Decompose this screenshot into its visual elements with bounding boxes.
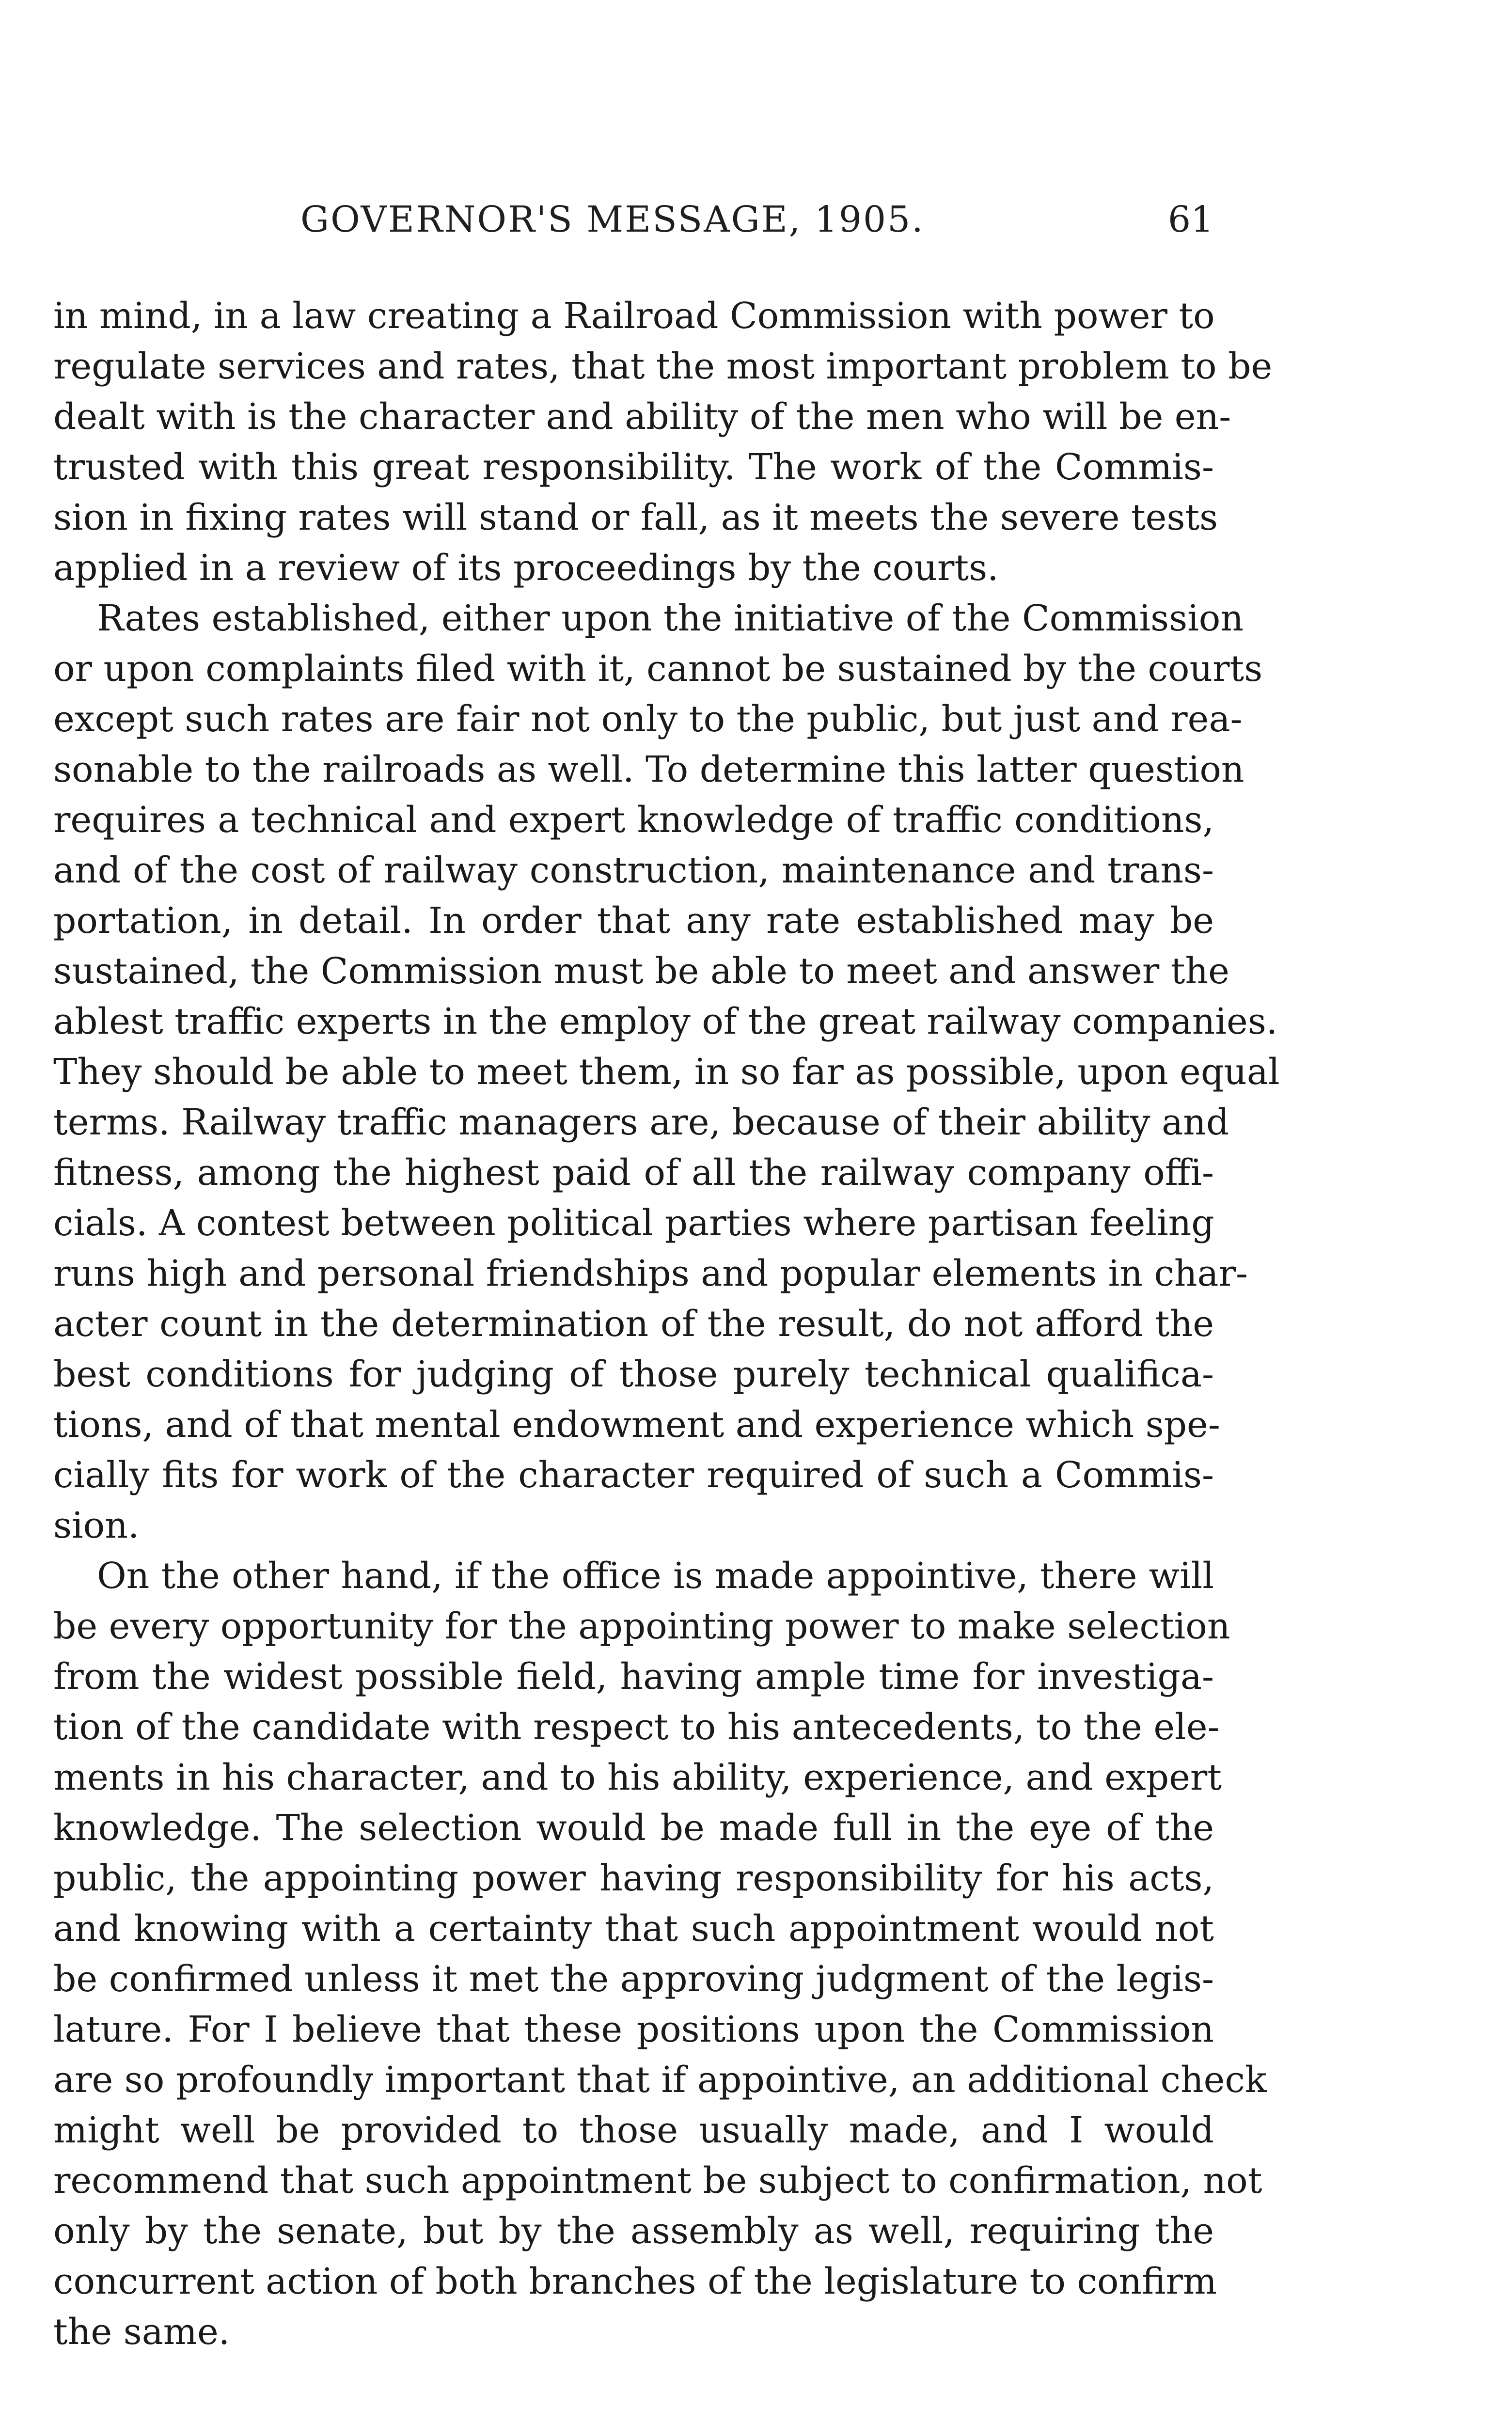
text-line: sion. <box>53 1505 140 1546</box>
text-line: cials. A contest between political parties where partisan feeling <box>53 1202 1214 1244</box>
text-line: except such rates are fair not only to the public, but just and rea- <box>53 698 1243 740</box>
text-line: and knowing with a certainty that such appointment would not <box>53 1908 1214 1950</box>
text-line: lature. For I believe that these positions upon the Commission <box>53 2009 1214 2050</box>
page-header <box>53 199 1216 257</box>
text-line: runs high and personal friendships and popular elements in char- <box>53 1253 1248 1294</box>
text-line: regulate services and rates, that the most important problem to be <box>53 346 1273 387</box>
text-line: and of the cost of railway construction, maintenance and trans- <box>53 850 1214 891</box>
text-line: knowledge. The selection would be made full in the eye of the <box>53 1807 1214 1849</box>
text-line: acter count in the determination of the result, do not afford the <box>53 1303 1214 1345</box>
text-line: public, the appointing power having responsibility for his acts, <box>53 1857 1214 1899</box>
text-line: trusted with this great responsibility. The work of the Commis- <box>53 446 1214 488</box>
text-line: portation, in detail. In order that any rate established may be <box>53 900 1214 942</box>
text-line: cially fits for work of the character required of such a Commis- <box>53 1454 1214 1496</box>
text-line: recommend that such appointment be subject to confirmation, not <box>53 2160 1262 2202</box>
text-line: dealt with is the character and ability of the men who will be en- <box>53 396 1231 438</box>
text-line: the same. <box>53 2311 230 2353</box>
text-line: On the other hand, if the office is made appointive, there will <box>97 1555 1214 1597</box>
text-line: only by the senate, but by the assembly as well, requiring the <box>53 2210 1214 2252</box>
text-line: be confirmed unless it met the approving judgment of the legis- <box>53 1958 1214 2000</box>
text-line: ments in his character, and to his ability, experience, and expert <box>53 1757 1222 1798</box>
text-line: tion of the candidate with respect to his antecedents, to the ele- <box>53 1706 1220 1748</box>
text-line: or upon complaints filed with it, cannot be sustained by the courts <box>53 648 1263 690</box>
text-line: requires a technical and expert knowledge of traffic conditions, <box>53 799 1214 841</box>
text-line: be every opportunity for the appointing power to make selection <box>53 1605 1230 1647</box>
text-line: They should be able to meet them, in so far as possible, upon equal <box>53 1051 1280 1093</box>
text-line: concurrent action of both branches of the legislature to confirm <box>53 2261 1217 2302</box>
text-line: terms. Railway traffic managers are, because of their ability and <box>53 1101 1229 1143</box>
running-head: GOVERNOR'S MESSAGE, 1905. <box>300 199 925 240</box>
text-line: from the widest possible field, having ample time for investiga- <box>53 1656 1214 1698</box>
body-text <box>53 291 1280 2357</box>
text-line: are so profoundly important that if appointive, an additional check <box>53 2059 1267 2101</box>
text-line: tions, and of that mental endowment and experience which spe- <box>53 1404 1220 1446</box>
text-line: sustained, the Commission must be able to meet and answer the <box>53 950 1229 992</box>
text-line: Rates established, either upon the initiative of the Commission <box>97 598 1244 639</box>
text-line: sion in fixing rates will stand or fall, as it meets the severe tests <box>53 497 1218 538</box>
text-line: best conditions for judging of those purely technical qualifica- <box>53 1353 1214 1395</box>
text-line: fitness, among the highest paid of all the railway company offi- <box>53 1152 1214 1194</box>
text-line: in mind, in a law creating a Railroad Commission with power to <box>53 295 1215 337</box>
text-line: applied in a review of its proceedings by the courts. <box>53 547 999 589</box>
text-line: might well be provided to those usually made, and I would <box>53 2109 1214 2151</box>
text-line: ablest traffic experts in the employ of the great railway companies. <box>53 1001 1278 1042</box>
text-line: sonable to the railroads as well. To determine this latter question <box>53 749 1244 790</box>
page-number: 61 <box>1168 199 1214 240</box>
